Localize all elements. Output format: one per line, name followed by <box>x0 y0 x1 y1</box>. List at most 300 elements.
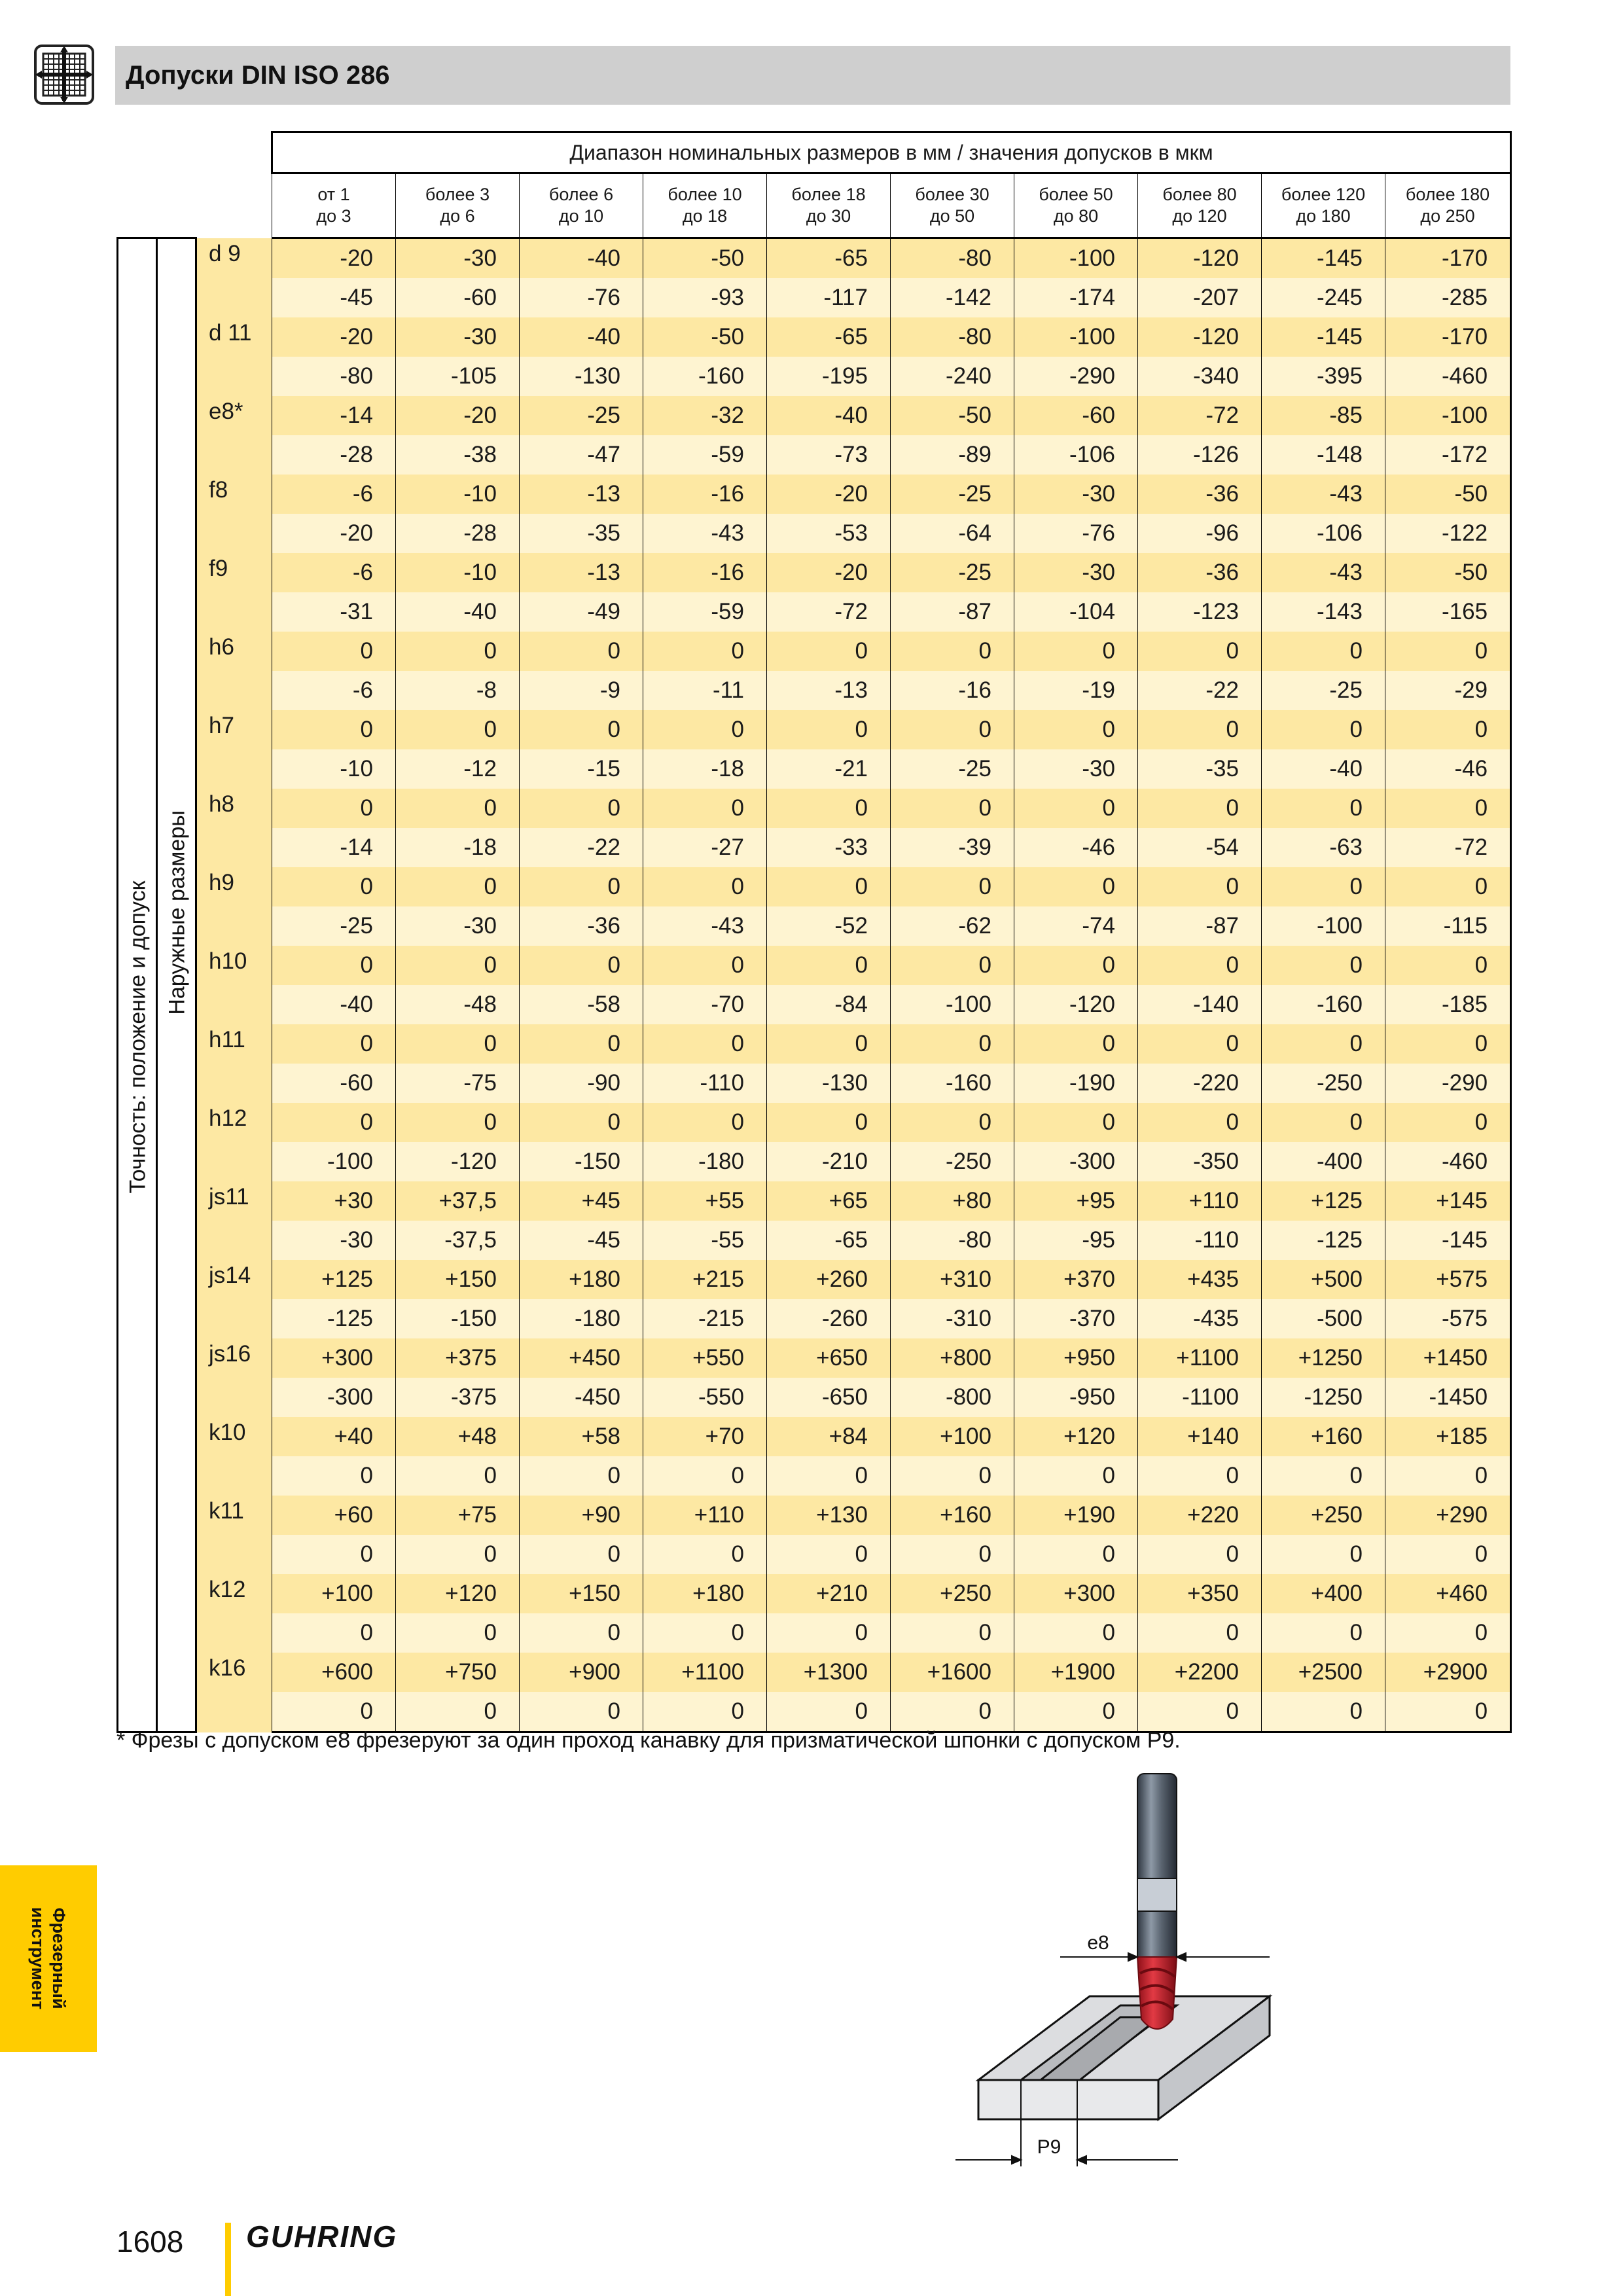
tolerance-value-cell: -120 <box>1014 985 1138 1024</box>
range-from-label: более 3 <box>425 185 490 204</box>
tolerance-value-cell: 0 <box>767 632 891 671</box>
tolerance-class-label: h9 <box>196 867 272 946</box>
range-to-label: до 50 <box>929 206 975 226</box>
tolerance-value-cell: 0 <box>891 710 1014 749</box>
tolerance-value-cell: -80 <box>891 317 1014 357</box>
tolerance-value-cell: +60 <box>272 1496 396 1535</box>
brand-logo: GUHRING <box>246 2219 398 2253</box>
tolerance-class-label: h8 <box>196 789 272 867</box>
tolerance-class-label: e8* <box>196 396 272 475</box>
range-column-header <box>396 173 520 238</box>
diagram-label-e8: e8 <box>1087 1932 1109 1954</box>
tolerance-class-label: k12 <box>196 1574 272 1653</box>
side-label-cell-outer <box>118 238 157 1732</box>
range-to-label: до 6 <box>440 206 475 226</box>
tolerance-value-cell: -60 <box>396 278 520 317</box>
tolerance-value-cell: -46 <box>1014 828 1138 867</box>
tolerance-value-cell: 0 <box>891 1535 1014 1574</box>
tolerance-value-cell: 0 <box>767 946 891 985</box>
tolerance-value-cell: +55 <box>643 1181 767 1221</box>
tolerance-value-cell: 0 <box>272 946 396 985</box>
tolerance-value-cell: +95 <box>1014 1181 1138 1221</box>
tolerance-value-cell: 0 <box>396 867 520 906</box>
tolerance-value-cell: +370 <box>1014 1260 1138 1299</box>
tolerance-value-cell: -40 <box>520 238 643 279</box>
range-from-label: более 120 <box>1281 185 1366 204</box>
grid-logo-icon <box>34 45 94 105</box>
tolerance-value-cell: 0 <box>1138 1103 1262 1142</box>
tolerance-value-cell: +40 <box>272 1417 396 1456</box>
tolerance-value-cell: -59 <box>643 435 767 475</box>
tolerance-value-cell: +65 <box>767 1181 891 1221</box>
tolerance-class-label: f9 <box>196 553 272 632</box>
tolerance-value-cell: -20 <box>767 553 891 592</box>
tolerance-value-cell: 0 <box>1262 632 1385 671</box>
tolerance-value-cell: -460 <box>1385 1142 1511 1181</box>
table-row <box>118 1064 1511 1103</box>
tolerance-value-cell: 0 <box>396 1535 520 1574</box>
table-row <box>118 1181 1511 1221</box>
tolerance-value-cell: 0 <box>1262 1456 1385 1496</box>
tolerance-value-cell: +300 <box>1014 1574 1138 1613</box>
tolerance-value-cell: +300 <box>272 1338 396 1378</box>
tolerance-value-cell: 0 <box>1262 1103 1385 1142</box>
tolerance-value-cell: 0 <box>891 1024 1014 1064</box>
tolerance-value-cell: +160 <box>1262 1417 1385 1456</box>
tolerance-value-cell: 0 <box>1138 710 1262 749</box>
tolerance-value-cell: -93 <box>643 278 767 317</box>
tolerance-value-cell: 0 <box>520 632 643 671</box>
tolerance-class-label: js11 <box>196 1181 272 1260</box>
tolerance-value-cell: 0 <box>396 1103 520 1142</box>
tolerance-value-cell: 0 <box>767 789 891 828</box>
tolerance-value-cell: -16 <box>643 553 767 592</box>
tolerance-value-cell: -100 <box>1262 906 1385 946</box>
tolerance-value-cell: +500 <box>1262 1260 1385 1299</box>
tolerance-value-cell: +575 <box>1385 1260 1511 1299</box>
tolerance-value-cell: +250 <box>1262 1496 1385 1535</box>
tolerance-value-cell: 0 <box>396 1613 520 1653</box>
tolerance-value-cell: +220 <box>1138 1496 1262 1535</box>
tolerance-value-cell: -46 <box>1385 749 1511 789</box>
tolerance-value-cell: -285 <box>1385 278 1511 317</box>
tolerance-value-cell: -20 <box>272 317 396 357</box>
tolerance-value-cell: -33 <box>767 828 891 867</box>
tolerance-value-cell: 0 <box>1138 946 1262 985</box>
tolerance-value-cell: -150 <box>520 1142 643 1181</box>
tolerance-value-cell: 0 <box>520 1456 643 1496</box>
table-row <box>118 1456 1511 1496</box>
tolerance-class-label: h10 <box>196 946 272 1024</box>
range-to-label: до 80 <box>1053 206 1099 226</box>
tolerance-value-cell: -21 <box>767 749 891 789</box>
tolerance-value-cell: +110 <box>643 1496 767 1535</box>
tolerance-value-cell: +160 <box>891 1496 1014 1535</box>
tolerance-value-cell: -55 <box>643 1221 767 1260</box>
table-row <box>118 435 1511 475</box>
tolerance-value-cell: 0 <box>272 1456 396 1496</box>
tolerance-value-cell: -43 <box>1262 475 1385 514</box>
tolerance-value-cell: -125 <box>272 1299 396 1338</box>
tolerance-value-cell: -300 <box>272 1378 396 1417</box>
table-row <box>118 985 1511 1024</box>
tolerance-value-cell: 0 <box>643 1692 767 1732</box>
tolerance-value-cell: -185 <box>1385 985 1511 1024</box>
tolerance-value-cell: -76 <box>1014 514 1138 553</box>
tolerance-value-cell: -8 <box>396 671 520 710</box>
tolerance-value-cell: -400 <box>1262 1142 1385 1181</box>
tolerance-value-cell: -100 <box>1014 317 1138 357</box>
range-from-label: более 10 <box>668 185 742 204</box>
tolerance-value-cell: +900 <box>520 1653 643 1692</box>
tolerance-value-cell: -370 <box>1014 1299 1138 1338</box>
tolerance-value-cell: -450 <box>520 1378 643 1417</box>
tolerance-value-cell: -122 <box>1385 514 1511 553</box>
tolerance-value-cell: -27 <box>643 828 767 867</box>
tolerance-value-cell: -54 <box>1138 828 1262 867</box>
tolerance-value-cell: -115 <box>1385 906 1511 946</box>
tolerance-value-cell: 0 <box>520 1535 643 1574</box>
tolerance-value-cell: 0 <box>1138 1613 1262 1653</box>
tolerance-value-cell: 0 <box>520 710 643 749</box>
tolerance-value-cell: 0 <box>643 1613 767 1653</box>
brand-divider <box>225 2223 231 2296</box>
tolerance-value-cell: -36 <box>520 906 643 946</box>
tolerance-value-cell: +1100 <box>1138 1338 1262 1378</box>
tolerance-value-cell: -43 <box>1262 553 1385 592</box>
tolerance-value-cell: 0 <box>1138 1535 1262 1574</box>
range-column-header <box>767 173 891 238</box>
table-row <box>118 671 1511 710</box>
table-row <box>118 828 1511 867</box>
page-number: 1608 <box>116 2225 184 2259</box>
tolerance-value-cell: +145 <box>1385 1181 1511 1221</box>
tolerance-value-cell: 0 <box>1138 867 1262 906</box>
table-row <box>118 278 1511 317</box>
tolerance-value-cell: 0 <box>520 1103 643 1142</box>
tolerance-value-cell: +100 <box>891 1417 1014 1456</box>
tolerance-value-cell: +110 <box>1138 1181 1262 1221</box>
tolerance-value-cell: -9 <box>520 671 643 710</box>
tolerance-value-cell: -174 <box>1014 278 1138 317</box>
table-row <box>118 238 1511 279</box>
table-row <box>118 553 1511 592</box>
tolerance-value-cell: -20 <box>767 475 891 514</box>
tolerance-value-cell: -25 <box>891 475 1014 514</box>
tolerance-value-cell: +48 <box>396 1417 520 1456</box>
tolerance-value-cell: -13 <box>520 475 643 514</box>
tolerance-value-cell: +1300 <box>767 1653 891 1692</box>
tolerance-value-cell: -65 <box>767 317 891 357</box>
tolerance-value-cell: +290 <box>1385 1496 1511 1535</box>
table-row <box>118 592 1511 632</box>
tolerance-value-cell: +210 <box>767 1574 891 1613</box>
tolerance-value-cell: +84 <box>767 1417 891 1456</box>
table-row <box>118 1613 1511 1653</box>
tolerance-value-cell: -250 <box>1262 1064 1385 1103</box>
tolerance-value-cell: -575 <box>1385 1299 1511 1338</box>
range-column-header <box>891 173 1014 238</box>
tolerance-value-cell: -1100 <box>1138 1378 1262 1417</box>
tolerance-value-cell: +310 <box>891 1260 1014 1299</box>
table-row <box>118 1378 1511 1417</box>
table-row <box>118 1535 1511 1574</box>
tolerance-value-cell: -125 <box>1262 1221 1385 1260</box>
tolerance-value-cell: 0 <box>643 1535 767 1574</box>
tolerance-value-cell: -117 <box>767 278 891 317</box>
tolerance-value-cell: -32 <box>643 396 767 435</box>
diagram-label-p9: P9 <box>1037 2136 1061 2158</box>
range-column-header <box>1138 173 1262 238</box>
tolerance-value-cell: -35 <box>520 514 643 553</box>
tolerance-value-cell: -30 <box>1014 553 1138 592</box>
tolerance-value-cell: 0 <box>396 1024 520 1064</box>
tolerance-value-cell: -30 <box>1014 475 1138 514</box>
tolerance-value-cell: -50 <box>891 396 1014 435</box>
tolerance-value-cell: -25 <box>891 553 1014 592</box>
tolerance-value-cell: -28 <box>396 514 520 553</box>
tolerance-value-cell: 0 <box>1014 1024 1138 1064</box>
tolerance-value-cell: 0 <box>1014 710 1138 749</box>
tolerance-value-cell: 0 <box>643 1103 767 1142</box>
tolerance-value-cell: 0 <box>396 789 520 828</box>
tolerance-class-label: h6 <box>196 632 272 710</box>
tolerance-value-cell: -25 <box>272 906 396 946</box>
tolerance-value-cell: -70 <box>643 985 767 1024</box>
tolerance-value-cell: 0 <box>272 1613 396 1653</box>
tolerance-value-cell: -50 <box>1385 553 1511 592</box>
tolerance-value-cell: +1100 <box>643 1653 767 1692</box>
tolerance-value-cell: -165 <box>1385 592 1511 632</box>
range-to-label: до 3 <box>316 206 351 226</box>
tolerance-value-cell: -210 <box>767 1142 891 1181</box>
tolerance-value-cell: +1600 <box>891 1653 1014 1692</box>
range-to-label: до 120 <box>1172 206 1227 226</box>
tolerance-value-cell: 0 <box>1138 1456 1262 1496</box>
tolerance-value-cell: -160 <box>643 357 767 396</box>
tolerance-value-cell: 0 <box>1385 1024 1511 1064</box>
tolerance-value-cell: 0 <box>643 710 767 749</box>
tolerance-value-cell: 0 <box>272 1692 396 1732</box>
table-row <box>118 317 1511 357</box>
range-to-label: до 30 <box>806 206 851 226</box>
tolerance-value-cell: -1450 <box>1385 1378 1511 1417</box>
tolerance-value-cell: 0 <box>767 1024 891 1064</box>
table-row <box>118 1024 1511 1064</box>
table-row <box>118 1574 1511 1613</box>
tolerance-value-cell: -63 <box>1262 828 1385 867</box>
tolerance-value-cell: +750 <box>396 1653 520 1692</box>
tolerance-value-cell: -106 <box>1014 435 1138 475</box>
tolerance-value-cell: 0 <box>891 1692 1014 1732</box>
tolerance-value-cell: -180 <box>643 1142 767 1181</box>
tolerance-value-cell: -72 <box>1385 828 1511 867</box>
table-row <box>118 749 1511 789</box>
tolerance-value-cell: 0 <box>520 946 643 985</box>
tolerance-value-cell: +460 <box>1385 1574 1511 1613</box>
tolerance-value-cell: -30 <box>396 906 520 946</box>
tolerance-value-cell: -170 <box>1385 317 1511 357</box>
tolerance-value-cell: 0 <box>1262 1024 1385 1064</box>
tolerance-value-cell: 0 <box>643 1024 767 1064</box>
tolerance-value-cell: 0 <box>1014 1535 1138 1574</box>
tolerance-value-cell: 0 <box>1138 1024 1262 1064</box>
tolerance-value-cell: 0 <box>1014 867 1138 906</box>
tolerance-value-cell: 0 <box>1262 1535 1385 1574</box>
tolerance-value-cell: -100 <box>1385 396 1511 435</box>
tolerance-value-cell: +180 <box>643 1574 767 1613</box>
tolerance-value-cell: -43 <box>643 906 767 946</box>
tolerance-value-cell: -20 <box>272 238 396 279</box>
tolerance-value-cell: +80 <box>891 1181 1014 1221</box>
tolerance-value-cell: 0 <box>767 710 891 749</box>
tolerance-value-cell: 0 <box>1262 867 1385 906</box>
table-row <box>118 867 1511 906</box>
tolerance-value-cell: -435 <box>1138 1299 1262 1338</box>
tolerance-value-cell: +120 <box>396 1574 520 1613</box>
tolerance-value-cell: -142 <box>891 278 1014 317</box>
tolerance-value-cell: -6 <box>272 553 396 592</box>
tolerance-value-cell: -62 <box>891 906 1014 946</box>
tolerance-value-cell: +140 <box>1138 1417 1262 1456</box>
tolerance-value-cell: -106 <box>1262 514 1385 553</box>
tolerance-value-cell: -40 <box>1262 749 1385 789</box>
range-column-header <box>643 173 767 238</box>
table-row <box>118 946 1511 985</box>
tolerance-value-cell: -290 <box>1385 1064 1511 1103</box>
tolerance-value-cell: +125 <box>272 1260 396 1299</box>
tolerance-value-cell: +435 <box>1138 1260 1262 1299</box>
tolerance-value-cell: -50 <box>1385 475 1511 514</box>
tolerance-value-cell: -100 <box>1014 238 1138 279</box>
tolerance-value-cell: +180 <box>520 1260 643 1299</box>
section-tab[interactable] <box>0 1865 97 2052</box>
tolerance-value-cell: -80 <box>891 238 1014 279</box>
tolerance-value-cell: -18 <box>396 828 520 867</box>
tolerance-value-cell: -48 <box>396 985 520 1024</box>
tolerance-value-cell: 0 <box>1385 867 1511 906</box>
tolerance-value-cell: 0 <box>767 1613 891 1653</box>
tolerance-value-cell: 0 <box>396 1456 520 1496</box>
tolerance-value-cell: 0 <box>272 632 396 671</box>
tolerance-value-cell: 0 <box>1385 946 1511 985</box>
tolerance-value-cell: -12 <box>396 749 520 789</box>
tolerance-value-cell: -130 <box>767 1064 891 1103</box>
tolerance-value-cell: +70 <box>643 1417 767 1456</box>
tolerance-value-cell: -80 <box>272 357 396 396</box>
tolerance-value-cell: 0 <box>1014 1613 1138 1653</box>
tolerance-value-cell: -50 <box>643 317 767 357</box>
tolerance-value-cell: -130 <box>520 357 643 396</box>
tolerance-value-cell: -140 <box>1138 985 1262 1024</box>
tolerance-value-cell: -14 <box>272 828 396 867</box>
tolerance-class-label: k11 <box>196 1496 272 1574</box>
tolerance-value-cell: -310 <box>891 1299 1014 1338</box>
range-column-header <box>1262 173 1385 238</box>
tolerance-value-cell: 0 <box>1385 632 1511 671</box>
tolerance-value-cell: -13 <box>520 553 643 592</box>
tolerance-value-cell: -87 <box>891 592 1014 632</box>
tolerance-value-cell: -11 <box>643 671 767 710</box>
range-to-label: до 18 <box>682 206 728 226</box>
tolerance-value-cell: -47 <box>520 435 643 475</box>
tolerance-value-cell: +58 <box>520 1417 643 1456</box>
tolerance-value-cell: 0 <box>643 789 767 828</box>
tolerance-value-cell: -126 <box>1138 435 1262 475</box>
table-row <box>118 1260 1511 1299</box>
tolerance-value-cell: -53 <box>767 514 891 553</box>
tolerance-value-cell: 0 <box>396 632 520 671</box>
tolerance-value-cell: -39 <box>891 828 1014 867</box>
tolerance-table <box>116 131 1512 1733</box>
tolerance-value-cell: -104 <box>1014 592 1138 632</box>
tolerance-value-cell: -40 <box>520 317 643 357</box>
tolerance-value-cell: -25 <box>520 396 643 435</box>
tolerance-value-cell: +2500 <box>1262 1653 1385 1692</box>
tolerance-value-cell: -120 <box>1138 317 1262 357</box>
tolerance-value-cell: 0 <box>396 710 520 749</box>
tolerance-value-cell: +2900 <box>1385 1653 1511 1692</box>
range-header: Диапазон номинальных размеров в мм / значения допусков в мкм <box>272 132 1511 173</box>
tolerance-value-cell: 0 <box>1014 789 1138 828</box>
tolerance-value-cell: -290 <box>1014 357 1138 396</box>
tolerance-value-cell: 0 <box>1138 632 1262 671</box>
tolerance-value-cell: +800 <box>891 1338 1014 1378</box>
tolerance-value-cell: -30 <box>396 317 520 357</box>
tolerance-value-cell: 0 <box>520 1024 643 1064</box>
tolerance-value-cell: +37,5 <box>396 1181 520 1221</box>
table-row <box>118 710 1511 749</box>
tolerance-value-cell: -25 <box>1262 671 1385 710</box>
range-from-label: от 1 <box>317 185 350 204</box>
table-row <box>118 906 1511 946</box>
table-row <box>118 1417 1511 1456</box>
tolerance-value-cell: -250 <box>891 1142 1014 1181</box>
table-row <box>118 357 1511 396</box>
side-label-cell-inner <box>157 238 196 1732</box>
section-tab-line-1: Фрезерный <box>49 1907 69 2009</box>
tolerance-value-cell: -36 <box>1138 553 1262 592</box>
tolerance-class-label: h11 <box>196 1024 272 1103</box>
tolerance-value-cell: -76 <box>520 278 643 317</box>
tolerance-value-cell: +45 <box>520 1181 643 1221</box>
tolerance-value-cell: +260 <box>767 1260 891 1299</box>
tolerance-value-cell: +400 <box>1262 1574 1385 1613</box>
tolerance-value-cell: +150 <box>520 1574 643 1613</box>
table-row <box>118 1103 1511 1142</box>
tolerance-value-cell: -120 <box>1138 238 1262 279</box>
tolerance-value-cell: +130 <box>767 1496 891 1535</box>
tolerance-value-cell: 0 <box>272 1535 396 1574</box>
tolerance-value-cell: 0 <box>520 789 643 828</box>
tolerance-value-cell: -38 <box>396 435 520 475</box>
tolerance-value-cell: 0 <box>396 946 520 985</box>
section-tab-label <box>27 1907 69 2009</box>
side-label-outer: Точность: положение и допуск <box>125 880 151 1194</box>
tolerance-value-cell: -89 <box>891 435 1014 475</box>
range-from-label: более 50 <box>1039 185 1113 204</box>
tolerance-value-cell: +1900 <box>1014 1653 1138 1692</box>
tolerance-value-cell: -500 <box>1262 1299 1385 1338</box>
tolerance-value-cell: -43 <box>643 514 767 553</box>
tolerance-value-cell: -145 <box>1385 1221 1511 1260</box>
range-column-header <box>272 173 396 238</box>
page-title: Допуски DIN ISO 286 <box>126 61 390 90</box>
range-column-header <box>1385 173 1511 238</box>
tolerance-value-cell: 0 <box>520 867 643 906</box>
tolerance-value-cell: -1250 <box>1262 1378 1385 1417</box>
tolerance-value-cell: 0 <box>1385 1692 1511 1732</box>
